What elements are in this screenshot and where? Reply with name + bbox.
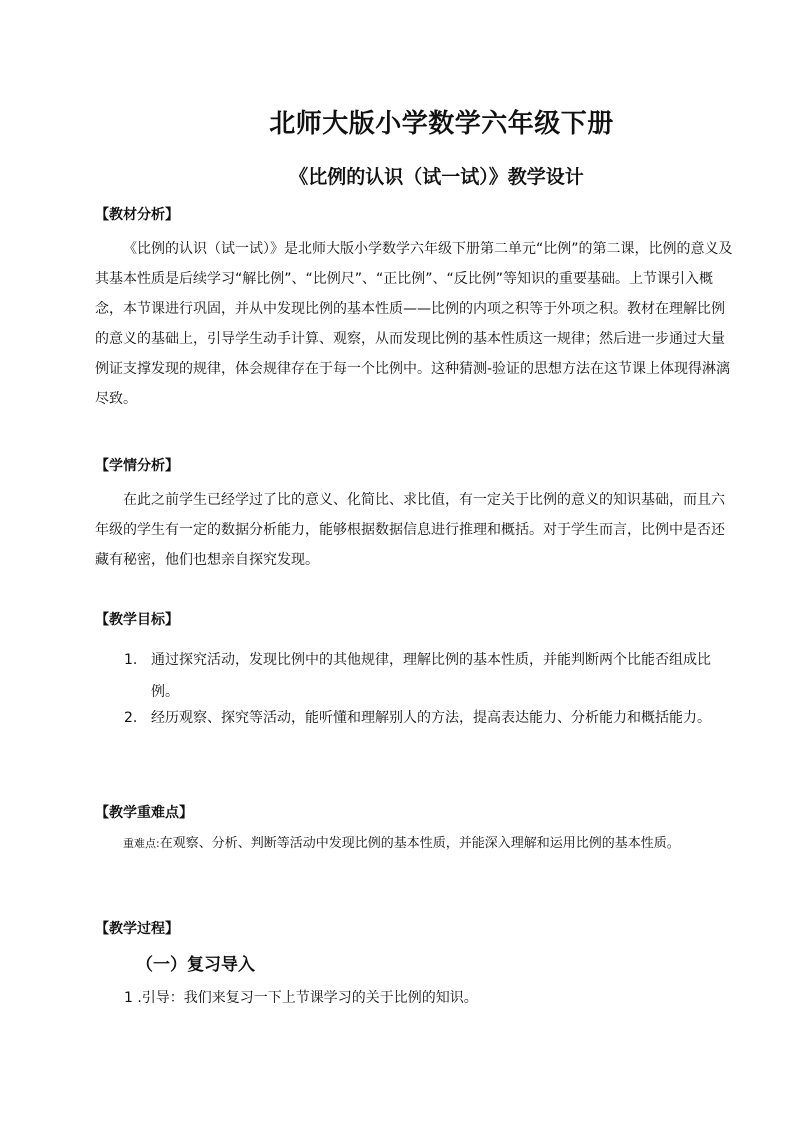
heading-teaching-goals: 【教学目标】 (95, 612, 179, 628)
heading-key-points: 【教学重难点】 (95, 805, 193, 821)
key-points-text (95, 834, 735, 854)
process-subheading: （一）复习导入 (136, 955, 255, 975)
goal-item-2-number: 2. (124, 710, 138, 726)
goal-item-2 (124, 705, 734, 731)
heading-teaching-process: 【教学过程】 (95, 921, 179, 937)
document-title: 北师大版小学数学六年级下册 (269, 109, 614, 139)
goal-item-1-number: 1. (124, 652, 138, 668)
student-analysis-text: 在此之前学生已经学过了比的意义、化简比、求比值，有一定关于比例的意义的知识基础，而且六年级的学生有一定的数据分析能力，能够根据数据信息进行推理和概括。对于学生而言，比例中是否还藏有秘密，他们也想亲自探究发现。 (95, 492, 725, 568)
goal-item-1 (124, 644, 734, 708)
heading-material-analysis: 【教材分析】 (95, 207, 179, 223)
goal-item-1-text: 通过探究活动，发现比例中的其他规律，理解比例的基本性质，并能判断两个比能否组成比例。 (151, 652, 711, 700)
document-subtitle: 《比例的认识（试一试）》教学设计 (289, 166, 584, 188)
key-points-body: 在观察、分析、判断等活动中发现比例的基本性质，并能深入理解和运用比例的基本性质。 (159, 836, 680, 851)
key-points-label: 重难点: (123, 837, 160, 850)
heading-student-analysis: 【学情分析】 (95, 458, 179, 474)
material-analysis-text: 《比例的认识（试一试）》是北师大版小学数学六年级下册第二单元“比例”的第二课，比例的意义及其基本性质是后续学习“解比例”、“比例尺”、“正比例”、“反比例”等知识的重要基础。上节课引入概念，本节课进行巩固，并从中发现比例的基本性质——比例的内项之积等于外项之积。教材在理解比例的意义的基础上，引导学生动手计算、观察，从而发现比例的基本性质这一规律；然后进一步通过大量例证支撑发现的规律，体会规律存在于每一个比例中。这种猜测-验证的思想方法在这节课上体现得淋漓尽致。 (95, 241, 733, 407)
goal-item-2-text: 经历观察、探究等活动，能听懂和理解别人的方法，提高表达能力、分析能力和概括能力。 (151, 710, 711, 726)
process-step-1: 1 .引导：我们来复习一下上节课学习的关于比例的知识。 (124, 990, 478, 1006)
